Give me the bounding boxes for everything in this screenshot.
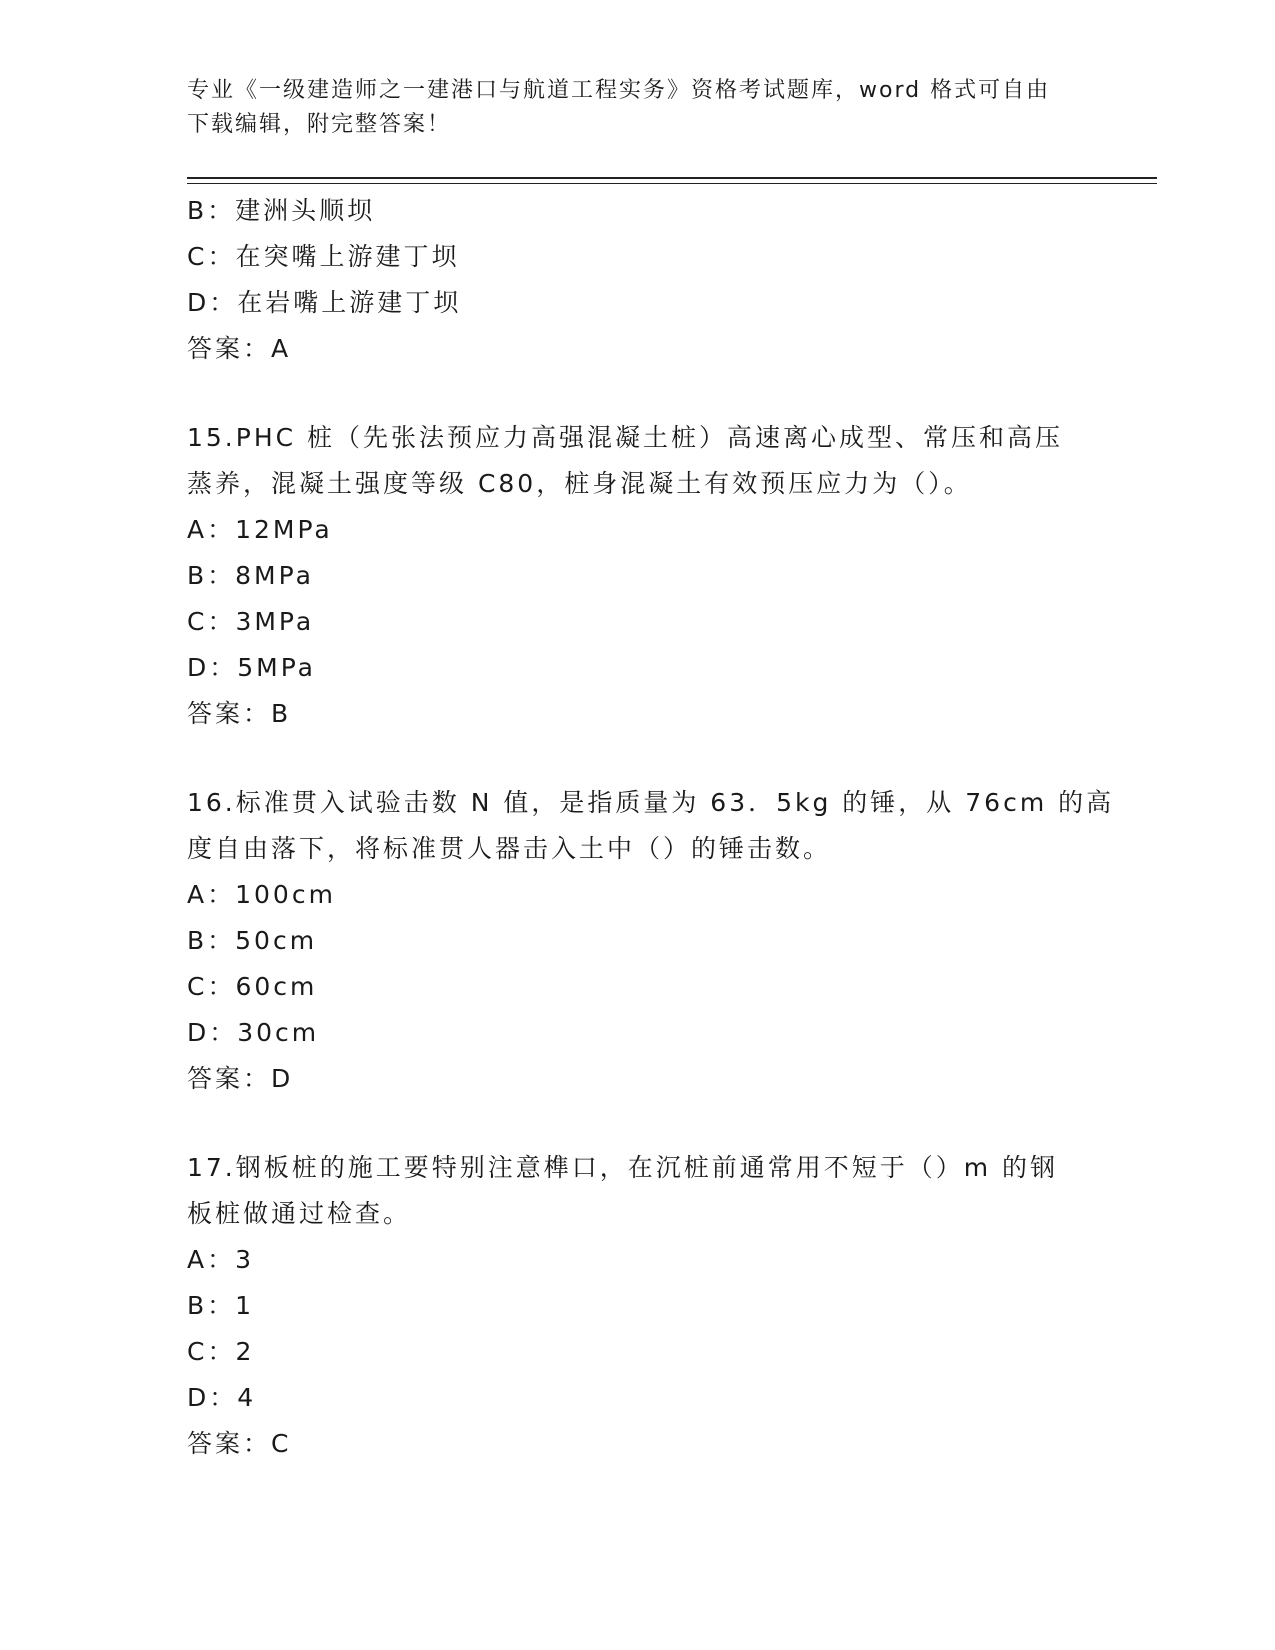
option-d: D：30cm: [187, 1018, 320, 1047]
option-c: C：在突嘴上游建丁坝: [187, 242, 460, 271]
question-block-17: [187, 1145, 1067, 1467]
option-c: C：2: [187, 1337, 255, 1366]
document-header: 专业《一级建造师之一建港口与航道工程实务》资格考试题库，word 格式可自由下载编辑，附完整答案！: [187, 78, 1051, 137]
question-stem-line-2: 蒸养，混凝土强度等级 C80，桩身混凝土有效预压应力为（）。: [187, 469, 972, 498]
answer-line: 答案：B: [187, 699, 292, 728]
question-content: [187, 188, 1115, 1467]
question-stem-line-1: 15.PHC 桩（先张法预应力高强混凝土桩）高速离心成型、常压和高压: [187, 423, 1064, 452]
answer-line: 答案：C: [187, 1429, 292, 1458]
question-stem-line-2: 板桩做通过检查。: [187, 1199, 412, 1228]
option-d: D：4: [187, 1383, 257, 1412]
question-block-16: [187, 780, 1115, 1102]
question-block-14: [187, 188, 1067, 372]
answer-line: 答案：D: [187, 1064, 294, 1093]
option-b: B：50cm: [187, 926, 318, 955]
option-a: A：100cm: [187, 880, 336, 909]
option-c: C：60cm: [187, 972, 318, 1001]
option-b: B：1: [187, 1291, 255, 1320]
option-d: D：在岩嘴上游建丁坝: [187, 288, 462, 317]
option-a: A：12MPa: [187, 515, 333, 544]
option-b: B：8MPa: [187, 561, 314, 590]
answer-line: 答案：A: [187, 334, 292, 363]
question-stem-line-1: 16.标准贯入试验击数 N 值，是指质量为 63．5kg 的锤，从 76cm 的高: [187, 788, 1115, 817]
option-b: B：建洲头顺坝: [187, 196, 376, 225]
header-divider-thin: [187, 183, 1157, 184]
option-a: A：3: [187, 1245, 255, 1274]
option-c: C：3MPa: [187, 607, 315, 636]
question-stem-line-1: 17.钢板桩的施工要特别注意榫口，在沉桩前通常用不短于（）m 的钢: [187, 1153, 1059, 1182]
question-stem-line-2: 度自由落下，将标准贯人器击入土中（）的锤击数。: [187, 834, 832, 863]
header-divider-thick: [187, 177, 1157, 179]
option-d: D：5MPa: [187, 653, 316, 682]
question-block-15: [187, 415, 1067, 737]
